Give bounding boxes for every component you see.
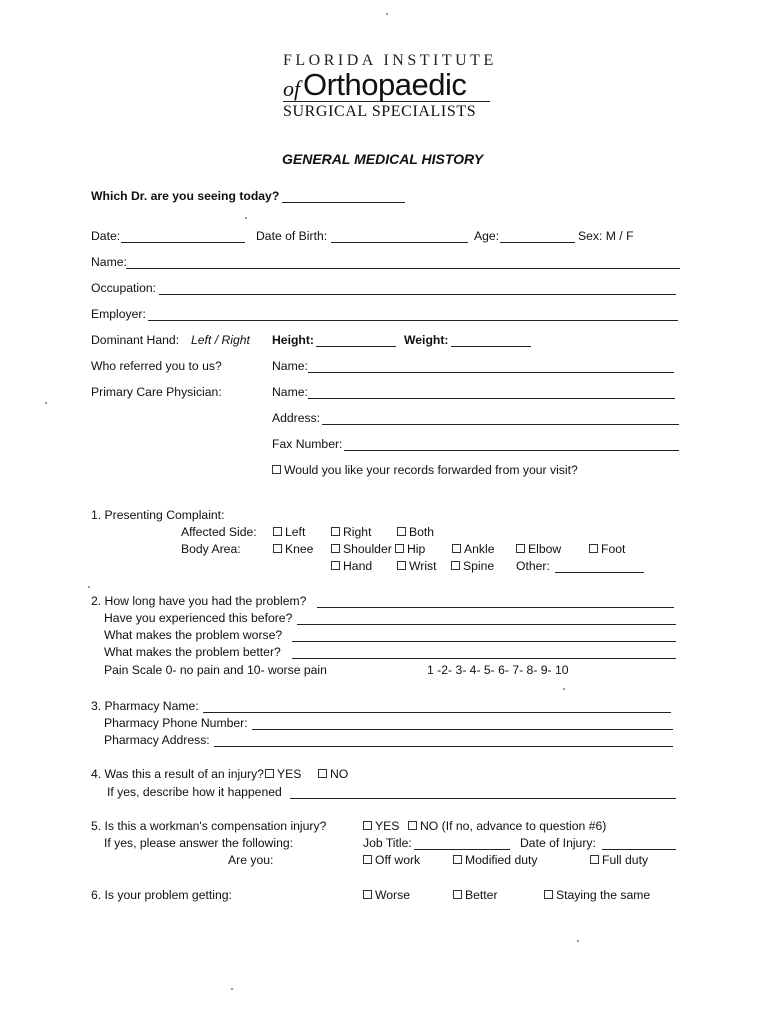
pharmacy-address-field[interactable] bbox=[214, 746, 673, 747]
pcp-name-field[interactable] bbox=[308, 398, 675, 399]
records-forward-checkbox[interactable] bbox=[272, 465, 281, 474]
are-you-label: Are you: bbox=[228, 853, 274, 867]
pcp-name-label: Name: bbox=[272, 385, 308, 399]
pcp-fax-field[interactable] bbox=[344, 450, 679, 451]
area-shoulder-label: Shoulder bbox=[343, 542, 392, 556]
side-both-label: Both bbox=[409, 525, 435, 539]
referred-name-field[interactable] bbox=[308, 372, 674, 373]
q2-title: 2. How long have you had the problem? bbox=[91, 594, 307, 608]
pharmacy-address-label: Pharmacy Address: bbox=[104, 733, 210, 747]
job-title-label: Job Title: bbox=[363, 836, 412, 850]
pharmacy-phone-field[interactable] bbox=[252, 729, 673, 730]
area-hand-label: Hand bbox=[343, 559, 373, 573]
area-wrist-checkbox[interactable] bbox=[397, 561, 406, 570]
body-area-label: Body Area: bbox=[181, 542, 241, 556]
area-shoulder-option[interactable] bbox=[331, 542, 392, 557]
pharmacy-phone-label: Pharmacy Phone Number: bbox=[104, 716, 248, 730]
logo-line-institute: FLORIDA INSTITUTE bbox=[283, 52, 497, 69]
area-spine-option[interactable] bbox=[451, 559, 494, 574]
records-forward-option[interactable] bbox=[272, 463, 578, 478]
doctor-field[interactable] bbox=[282, 202, 405, 203]
age-field[interactable] bbox=[500, 242, 575, 243]
date-label: Date: bbox=[91, 229, 121, 243]
date-of-injury-label: Date of Injury: bbox=[520, 836, 596, 850]
q4-describe-label: If yes, describe how it happened bbox=[107, 785, 282, 799]
dob-field[interactable] bbox=[331, 242, 468, 243]
dominant-hand-options[interactable]: Left / Right bbox=[191, 333, 250, 347]
off-work-checkbox[interactable] bbox=[363, 855, 372, 864]
employer-label: Employer: bbox=[91, 307, 146, 321]
dob-label: Date of Birth: bbox=[256, 229, 328, 243]
q5-no-checkbox[interactable] bbox=[408, 821, 417, 830]
off-work-option[interactable] bbox=[363, 853, 420, 868]
full-duty-label: Full duty bbox=[602, 853, 649, 867]
pcp-label: Primary Care Physician: bbox=[91, 385, 222, 399]
employer-field[interactable] bbox=[148, 320, 678, 321]
area-elbow-label: Elbow bbox=[528, 542, 562, 556]
scan-speck bbox=[563, 688, 565, 690]
worse-field[interactable] bbox=[292, 641, 676, 642]
area-foot-checkbox[interactable] bbox=[589, 544, 598, 553]
side-right-checkbox[interactable] bbox=[331, 527, 340, 536]
area-elbow-option[interactable] bbox=[516, 542, 561, 557]
side-right-option[interactable] bbox=[331, 525, 371, 540]
area-ankle-label: Ankle bbox=[464, 542, 495, 556]
q6-title: 6. Is your problem getting: bbox=[91, 888, 232, 902]
referred-label: Who referred you to us? bbox=[91, 359, 222, 373]
scan-speck bbox=[231, 988, 233, 990]
modified-duty-checkbox[interactable] bbox=[453, 855, 462, 864]
area-shoulder-checkbox[interactable] bbox=[331, 544, 340, 553]
q5-no-label: NO (If no, advance to question #6) bbox=[420, 819, 607, 833]
scan-speck bbox=[577, 940, 579, 942]
area-hand-option[interactable] bbox=[331, 559, 372, 574]
modified-duty-option[interactable] bbox=[453, 853, 538, 868]
side-both-option[interactable] bbox=[397, 525, 434, 540]
job-title-field[interactable] bbox=[414, 849, 510, 850]
form-title: GENERAL MEDICAL HISTORY bbox=[282, 151, 484, 167]
duration-field[interactable] bbox=[317, 607, 674, 608]
doctor-label: Which Dr. are you seeing today? bbox=[91, 189, 280, 203]
height-field[interactable] bbox=[316, 346, 396, 347]
q5-no-option[interactable] bbox=[408, 819, 606, 834]
worse-label: What makes the problem worse? bbox=[104, 628, 283, 642]
q4-no-checkbox[interactable] bbox=[318, 769, 327, 778]
side-left-checkbox[interactable] bbox=[273, 527, 282, 536]
area-spine-label: Spine bbox=[463, 559, 495, 573]
q4-describe-field[interactable] bbox=[290, 798, 676, 799]
area-wrist-option[interactable] bbox=[397, 559, 437, 574]
area-knee-checkbox[interactable] bbox=[273, 544, 282, 553]
full-duty-checkbox[interactable] bbox=[590, 855, 599, 864]
occupation-field[interactable] bbox=[159, 294, 676, 295]
q4-title: 4. Was this a result of an injury? bbox=[91, 767, 264, 781]
date-of-injury-field[interactable] bbox=[602, 849, 676, 850]
area-ankle-option[interactable] bbox=[452, 542, 495, 557]
scan-speck bbox=[88, 586, 90, 588]
modified-duty-label: Modified duty bbox=[465, 853, 538, 867]
scan-speck bbox=[245, 217, 247, 219]
q4-yes-label: YES bbox=[276, 767, 302, 781]
name-field[interactable] bbox=[126, 268, 680, 269]
age-label: Age: bbox=[474, 229, 500, 243]
worse-checkbox[interactable] bbox=[363, 890, 372, 899]
pharmacy-name-field[interactable] bbox=[203, 712, 671, 713]
sex-label: Sex: M / F bbox=[578, 229, 634, 243]
occupation-label: Occupation: bbox=[91, 281, 157, 295]
q4-yes-checkbox[interactable] bbox=[265, 769, 274, 778]
pain-scale-values[interactable]: 1 -2- 3- 4- 5- 6- 7- 8- 9- 10 bbox=[427, 663, 569, 677]
q5-if-yes-label: If yes, please answer the following: bbox=[104, 836, 294, 850]
pcp-address-field[interactable] bbox=[322, 424, 679, 425]
q3-title: 3. Pharmacy Name: bbox=[91, 699, 199, 713]
area-hip-checkbox[interactable] bbox=[395, 544, 404, 553]
pcp-address-label: Address: bbox=[272, 411, 321, 425]
staying-same-label: Staying the same bbox=[556, 888, 651, 902]
other-field[interactable] bbox=[555, 572, 644, 573]
logo-rule bbox=[283, 101, 490, 102]
better-checkbox[interactable] bbox=[453, 890, 462, 899]
date-field[interactable] bbox=[121, 242, 245, 243]
logo-line-surgical: SURGICAL SPECIALISTS bbox=[283, 103, 477, 120]
q5-yes-option[interactable] bbox=[363, 819, 399, 834]
dominant-hand-label: Dominant Hand: bbox=[91, 333, 180, 347]
area-knee-option[interactable] bbox=[273, 542, 313, 557]
area-ankle-checkbox[interactable] bbox=[452, 544, 461, 553]
staying-same-checkbox[interactable] bbox=[544, 890, 553, 899]
area-foot-option[interactable] bbox=[589, 542, 625, 557]
q5-yes-checkbox[interactable] bbox=[363, 821, 372, 830]
staying-same-option[interactable] bbox=[544, 888, 650, 903]
area-hip-label: Hip bbox=[407, 542, 426, 556]
records-forward-label: Would you like your records forwarded from your visit? bbox=[284, 463, 578, 477]
side-left-option[interactable] bbox=[273, 525, 305, 540]
weight-field[interactable] bbox=[451, 346, 531, 347]
q5-yes-label: YES bbox=[375, 819, 400, 833]
full-duty-option[interactable] bbox=[590, 853, 648, 868]
referred-name-label: Name: bbox=[272, 359, 308, 373]
q5-title: 5. Is this a workman's compensation injury? bbox=[91, 819, 327, 833]
better-option[interactable] bbox=[453, 888, 498, 903]
worse-option-label: Worse bbox=[375, 888, 410, 902]
name-label: Name: bbox=[91, 255, 127, 269]
weight-label: Weight: bbox=[404, 333, 449, 347]
other-label: Other: bbox=[516, 559, 550, 573]
scan-speck bbox=[386, 13, 388, 15]
pcp-fax-label: Fax Number: bbox=[272, 437, 343, 451]
logo-orthopaedic: Orthopaedic bbox=[303, 67, 467, 102]
q4-option-row bbox=[91, 767, 301, 782]
side-both-checkbox[interactable] bbox=[397, 527, 406, 536]
experienced-before-label: Have you experienced this before? bbox=[104, 611, 293, 625]
experienced-before-field[interactable] bbox=[297, 624, 676, 625]
q4-no-label: NO bbox=[330, 767, 349, 781]
off-work-label: Off work bbox=[375, 853, 421, 867]
logo-of: of bbox=[283, 76, 301, 101]
area-elbow-checkbox[interactable] bbox=[516, 544, 525, 553]
area-wrist-label: Wrist bbox=[409, 559, 437, 573]
area-hand-checkbox[interactable] bbox=[331, 561, 340, 570]
affected-side-label: Affected Side: bbox=[181, 525, 257, 539]
side-right-label: Right bbox=[343, 525, 372, 539]
q1-title: 1. Presenting Complaint: bbox=[91, 508, 225, 522]
scan-speck bbox=[45, 402, 47, 404]
area-foot-label: Foot bbox=[601, 542, 626, 556]
better-field[interactable] bbox=[292, 658, 676, 659]
worse-option[interactable] bbox=[363, 888, 410, 903]
area-hip-option[interactable] bbox=[395, 542, 425, 557]
better-label: What makes the problem better? bbox=[104, 645, 281, 659]
area-knee-label: Knee bbox=[285, 542, 314, 556]
area-spine-checkbox[interactable] bbox=[451, 561, 460, 570]
height-label: Height: bbox=[272, 333, 314, 347]
better-option-label: Better bbox=[465, 888, 498, 902]
side-left-label: Left bbox=[285, 525, 306, 539]
pain-scale-label: Pain Scale 0- no pain and 10- worse pain bbox=[104, 663, 327, 677]
q4-no-option[interactable] bbox=[318, 767, 348, 782]
